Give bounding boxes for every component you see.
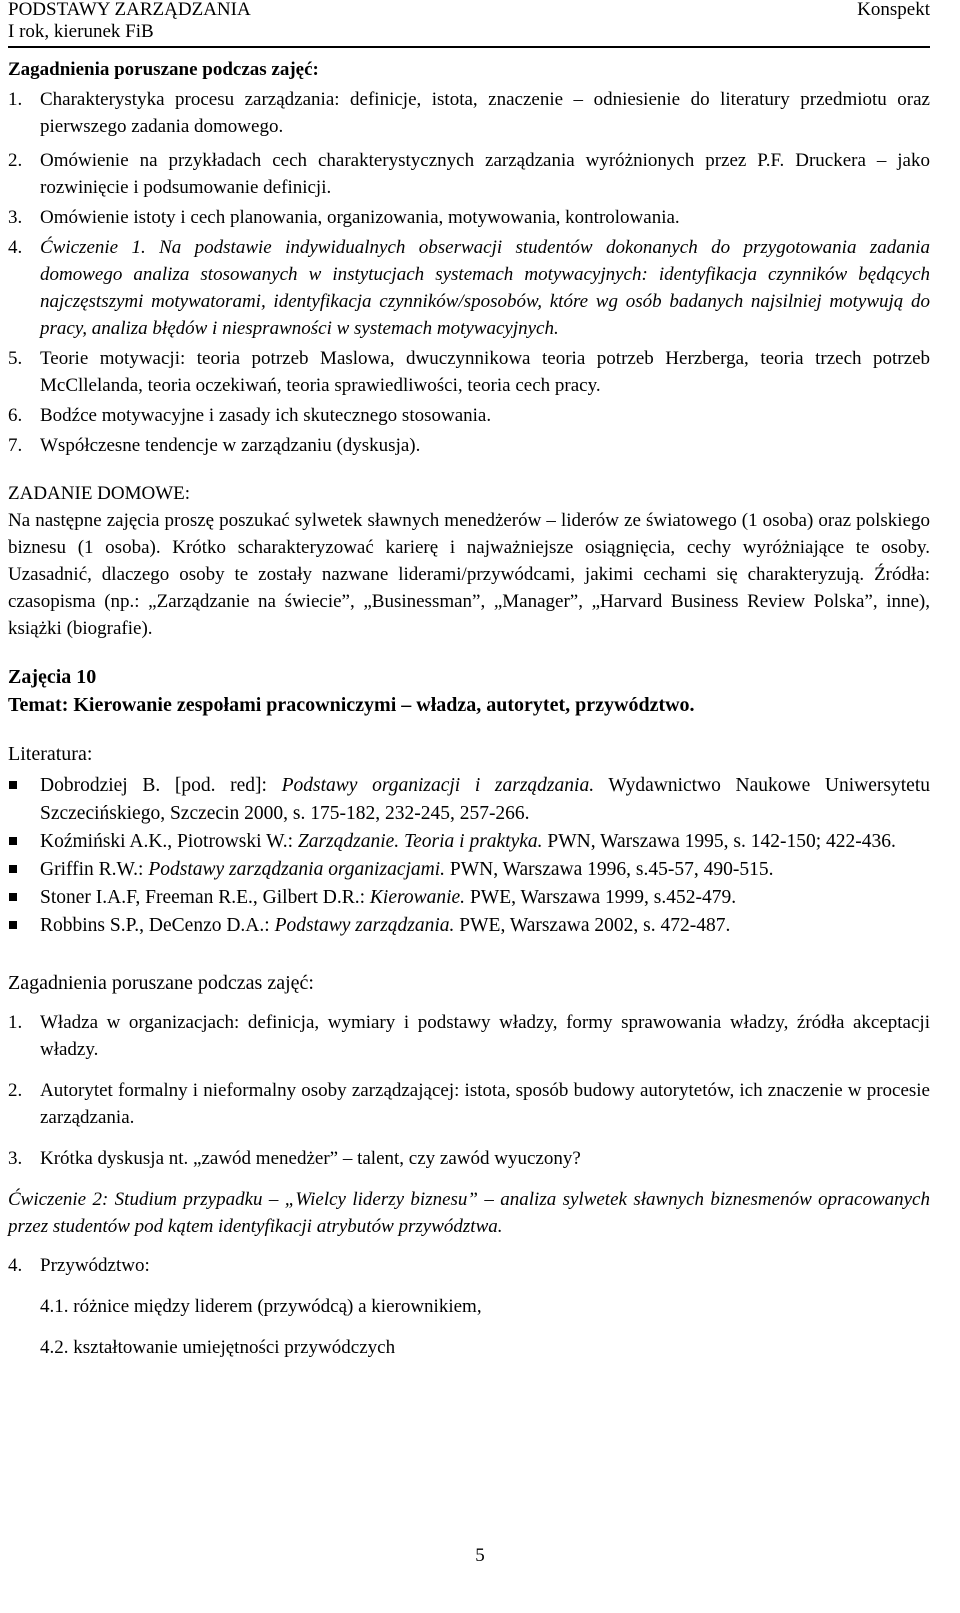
list-item	[8, 1145, 930, 1172]
list-item	[8, 147, 930, 201]
square-bullet-icon	[9, 837, 17, 845]
literature-item	[8, 856, 930, 884]
lit-author: Dobrodziej B. [pod. red]:	[40, 775, 282, 796]
lit-title: Podstawy zarządzania organizacjami.	[148, 859, 446, 880]
list-item	[8, 1252, 930, 1279]
lit-title: Zarządzanie. Teoria i praktyka.	[297, 831, 543, 852]
section2-heading: Zagadnienia poruszane podczas zajęć:	[8, 972, 314, 994]
item-number: 4.	[8, 1255, 23, 1276]
item-number: 3.	[8, 1148, 23, 1169]
lit-publisher: PWE, Warszawa 2002, s. 472-487.	[454, 915, 731, 936]
item-text: Bodźce motywacyjne i zasady ich skutecznego stosowania.	[40, 405, 492, 426]
page-content	[8, 56, 930, 1361]
square-bullet-icon	[9, 865, 17, 873]
item-number: 3.	[8, 207, 23, 228]
item-number: 4.	[8, 237, 23, 258]
item-text: Charakterystyka procesu zarządzania: definicje, istota, znaczenie – odniesienie do literatury przedmiotu oraz pierwszego zadania domowego.	[40, 89, 930, 137]
item-text: Krótka dyskusja nt. „zawód menedżer” – talent, czy zawód wyuczony?	[40, 1148, 581, 1169]
list-item	[8, 345, 930, 399]
section1-heading: Zagadnienia poruszane podczas zajęć:	[8, 59, 319, 80]
course-year: I rok, kierunek FiB	[8, 21, 154, 42]
list-item-exercise-1	[8, 234, 930, 342]
lit-title: Podstawy zarządzania.	[274, 915, 455, 936]
section2-list-cont	[8, 1252, 930, 1279]
item-number: 2.	[8, 150, 23, 171]
square-bullet-icon	[9, 781, 17, 789]
list-item	[8, 1009, 930, 1063]
item-text: Omówienie istoty i cech planowania, organizowania, motywowania, kontrolowania.	[40, 207, 680, 228]
item-text: Ćwiczenie 1. Na podstawie indywidualnych obserwacji studentów dokonanych do przygotowania zadania domowego analiza stosowanych w instytucjach systemach motywacyjnych: identyfikacja czynników będących najczęstszymi motywatorami, identyfikacja czynników/sposobów, które wg osób badanych najsilniej motywują do pracy, analiza błędów i niesprawności w systemach motywacyjnych.	[40, 237, 930, 339]
literature-item	[8, 772, 930, 828]
lit-author: Griffin R.W.:	[40, 859, 149, 880]
square-bullet-icon	[9, 921, 17, 929]
item-text: Omówienie na przykładach cech charakterystycznych zarządzania wyróżnionych przez P.F. Druckera – jako rozwinięcie i podsumowanie definicji.	[40, 150, 930, 198]
item-text: Władza w organizacjach: definicja, wymiary i podstawy władzy, formy sprawowania władzy, źródła akceptacji władzy.	[40, 1012, 930, 1060]
lit-author: Stoner I.A.F, Freeman R.E., Gilbert D.R.:	[40, 887, 370, 908]
item-number: 5.	[8, 348, 23, 369]
doc-type: Konspekt	[857, 0, 930, 20]
lit-publisher: PWN, Warszawa 1995, s. 142-150; 422-436.	[542, 831, 896, 852]
page-number: 5	[475, 1545, 485, 1566]
homework-heading: ZADANIE DOMOWE:	[8, 483, 191, 504]
page-header	[8, 0, 930, 48]
lit-author: Robbins S.P., DeCenzo D.A.:	[40, 915, 275, 936]
literature-list	[8, 772, 930, 940]
lit-publisher: Wydawnictwo Naukowe Uniwersytetu Szczecińskiego, Szczecin 2000, s. 175-182, 232-245, 257-266.	[40, 775, 930, 824]
list-item	[8, 402, 930, 429]
exercise-2: Ćwiczenie 2: Studium przypadku – „Wielcy liderzy biznesu” – analiza sylwetek sławnych biznesmenów opracowanych przez studentów pod kątem identyfikacji atrybutów przywództwa.	[8, 1189, 930, 1237]
list-item	[8, 86, 930, 140]
item-text: Współczesne tendencje w zarządzaniu (dyskusja).	[40, 435, 421, 456]
literature-item	[8, 884, 930, 912]
course-name: PODSTAWY ZARZĄDZANIA	[8, 0, 251, 20]
homework-text: Na następne zajęcia proszę poszukać sylwetek sławnych menedżerów – liderów ze światowego (1 osoba) oraz polskiego biznesu (1 osoba). Krótko scharakteryzować karierę i najważniejsze osiągnięcia, cechy wyróżniające te osoby. Uzasadnić, dlaczego osoby te zostały nazwane liderami/przywódcami, jakimi cechami się charakteryzują. Źródła: czasopisma (np.: „Zarządzanie na świecie”, „Businessman”, „Manager”, „Harvard Business Review Polska”, inne), książki (biografie).	[8, 510, 930, 639]
literature-heading: Literatura:	[8, 743, 93, 765]
lit-author: Koźmiński A.K., Piotrowski W.:	[40, 831, 298, 852]
lit-title: Kierowanie.	[369, 887, 466, 908]
square-bullet-icon	[9, 893, 17, 901]
class-title: Zajęcia 10	[8, 666, 97, 688]
lit-publisher: PWN, Warszawa 1996, s.45-57, 490-515.	[445, 859, 774, 880]
section1-list	[8, 86, 930, 459]
list-item	[8, 432, 930, 459]
section2-list	[8, 1009, 930, 1172]
list-item	[8, 1077, 930, 1131]
item-number: 2.	[8, 1080, 23, 1101]
literature-item	[8, 828, 930, 856]
lit-publisher: PWE, Warszawa 1999, s.452-479.	[465, 887, 737, 908]
item-number: 6.	[8, 405, 23, 426]
item-text: Teorie motywacji: teoria potrzeb Maslowa, dwuczynnikowa teoria potrzeb Herzberga, teoria trzech potrzeb McCllelanda, teoria oczekiwań, teoria sprawiedliwości, teoria cech pracy.	[40, 348, 930, 396]
lit-title: Podstawy organizacji i zarządzania.	[281, 775, 595, 796]
sub-item: 4.1. różnice między liderem (przywódcą) a kierownikiem,	[40, 1296, 482, 1317]
item-number: 1.	[8, 1012, 23, 1033]
list-item	[8, 204, 930, 231]
sub-item: 4.2. kształtowanie umiejętności przywódczych	[40, 1337, 396, 1358]
class-topic: Temat: Kierowanie zespołami pracowniczymi – władza, autorytet, przywództwo.	[8, 694, 695, 716]
item-number: 7.	[8, 435, 23, 456]
item-text: Autorytet formalny i nieformalny osoby zarządzającej: istota, sposób budowy autorytetów, ich znaczenie w procesie zarządzania.	[40, 1080, 930, 1128]
item-text: Przywództwo:	[40, 1255, 150, 1276]
literature-item	[8, 912, 930, 940]
item-number: 1.	[8, 89, 23, 110]
document-page	[8, 0, 930, 1361]
